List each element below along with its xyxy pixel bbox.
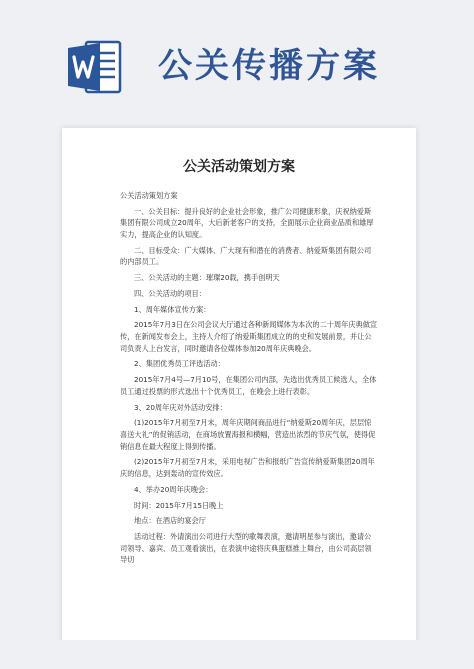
doc-paragraph: 4、举办20周年庆晚会： <box>134 484 213 494</box>
doc-paragraph: 三、公关活动的主题：璀璨20载，携手创明天 <box>134 273 280 283</box>
word-document-icon <box>66 38 124 96</box>
doc-paragraph: 活动过程：外请演出公司进行大型的歌舞表演，邀请明星参与演出，邀请公司领导、嘉宾、员工观看演出，在表演中途将庆典蛋糕推上舞台，由公司高层领导切 <box>120 532 372 565</box>
doc-paragraph: 一、公关目标：提升良好的企业社会形象，推广公司健康形象，庆祝纳爱斯集团有限公司成立20周年，大后新老客户的支持，全面展示企业商业品质和雄厚实力，提高企业的认知度。 <box>120 206 374 239</box>
document-body <box>120 190 378 570</box>
doc-paragraph: 2、集团优秀员工评选活动： <box>134 359 225 369</box>
doc-paragraph: 2015年7月3日在公司会议大厅通过各种新闻媒体为本次的二十周年庆典做宣传，在新闻发布会上，主持人介绍了纳爱斯集团成立的的史和发展前景，并让公司负责人上台发言，同时邀请各位媒体参加20周年庆典晚会。 <box>120 320 378 353</box>
document-page <box>62 128 416 669</box>
page-footer-band <box>0 640 474 669</box>
doc-paragraph: 四、公关活动的项目： <box>134 288 206 298</box>
doc-paragraph: 公关活动策划方案 <box>120 191 178 200</box>
doc-paragraph: 1、周年媒体宣传方案： <box>134 304 211 314</box>
doc-paragraph: 时间：2015年7月15日晚上 <box>134 500 224 510</box>
doc-paragraph: 地点：在酒店的宴会厅 <box>134 516 206 526</box>
page-title: 公关传播方案 <box>158 46 380 86</box>
doc-paragraph: 二、目标受众：广大媒体、广大现有和潜在的消费者、纳爱斯集团有限公司的内部员工。 <box>120 245 372 267</box>
page-header <box>0 0 474 120</box>
document-title: 公关活动策划方案 <box>183 159 295 175</box>
doc-paragraph: 2015年7月4号—7月10号，在集团公司内部，先选出优秀员工候选人，全体员工通过投票的形式选出十个优秀员工，在晚会上进行表彰。 <box>120 375 377 396</box>
doc-paragraph: (1)2015年7月初至7月末，周年庆期间商品进行“纳爱斯20周年庆，层层惊喜送大礼”的促销活动，在商场放置海报和横幅，营造出浓烈的节庆气氛，使得促销信息在最大程度上得到传播。 <box>120 418 376 451</box>
doc-paragraph: (2)2015年7月初至7月末，采用电视广告和报纸广告宣传纳爱斯集团20周年庆的信息，达到轰动的宣传效应。 <box>120 457 375 478</box>
doc-paragraph: 3、20周年庆对外活动安排： <box>134 402 227 412</box>
